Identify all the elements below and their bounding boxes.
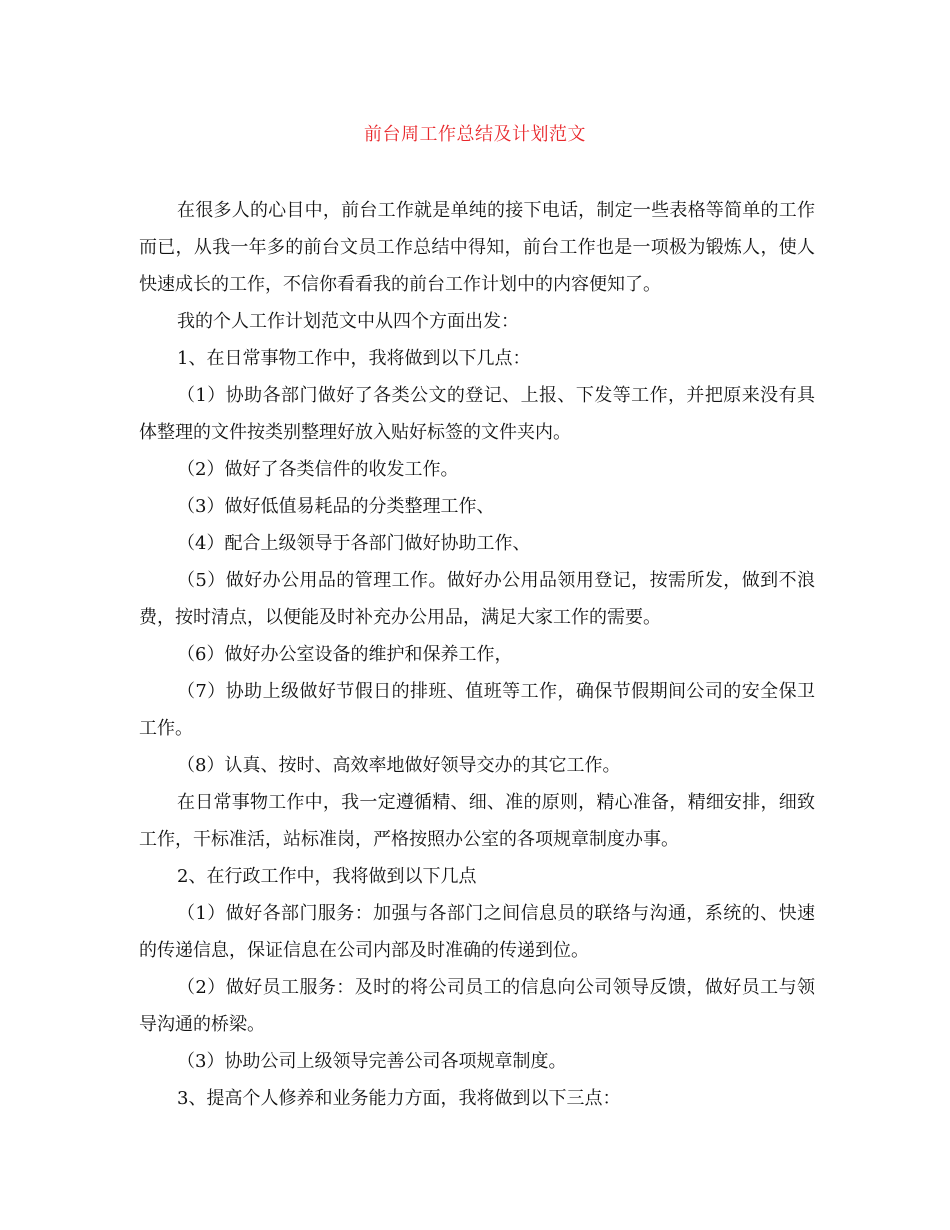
list-item: （5）做好办公用品的管理工作。做好办公用品领用登记，按需所发，做到不浪费，按时清点，以便能及时补充办公用品，满足大家工作的需要。 <box>139 570 815 628</box>
list-item: （4）配合上级领导于各部门做好协助工作、 <box>177 533 531 554</box>
section-heading-2: 2、在行政工作中，我将做到以下几点 <box>177 866 477 887</box>
list-item: （2）做好员工服务：及时的将公司员工的信息向公司领导反馈，做好员工与领导沟通的桥梁。 <box>139 977 815 1035</box>
section-heading-3: 3、提高个人修养和业务能力方面，我将做到以下三点： <box>177 1088 621 1109</box>
paragraph-intro: 在很多人的心目中，前台工作就是单纯的接下电话，制定一些表格等简单的工作而已，从我一年多的前台文员工作总结中得知，前台工作也是一项极为锻炼人，使人快速成长的工作，不信你看看我的前台工作计划中的内容便知了。 <box>139 200 815 295</box>
list-item: （1）做好各部门服务：加强与各部门之间信息员的联络与沟通，系统的、快速的传递信息，保证信息在公司内部及时准确的传递到位。 <box>139 903 815 961</box>
list-item: （3）协助公司上级领导完善公司各项规章制度。 <box>177 1051 567 1072</box>
list-item: （3）做好低值易耗品的分类整理工作、 <box>177 496 495 517</box>
section-heading-1: 1、在日常事物工作中，我将做到以下几点： <box>177 348 531 369</box>
list-item: （1）协助各部门做好了各类公文的登记、上报、下发等工作，并把原来没有具体整理的文件按类别整理好放入贴好标签的文件夹内。 <box>139 385 815 443</box>
list-item: （7）协助上级做好节假日的排班、值班等工作，确保节假期间公司的安全保卫工作。 <box>139 681 815 739</box>
list-item: （6）做好办公室设备的维护和保养工作， <box>177 644 513 665</box>
list-item: （2）做好了各类信件的收发工作。 <box>177 459 459 480</box>
paragraph-overview: 我的个人工作计划范文中从四个方面出发： <box>177 311 519 332</box>
paragraph-summary: 在日常事物工作中，我一定遵循精、细、准的原则，精心准备，精细安排，细致工作，干标准活，站标准岗，严格按照办公室的各项规章制度办事。 <box>139 792 815 850</box>
list-item: （8）认真、按时、高效率地做好领导交办的其它工作。 <box>177 755 621 776</box>
document-body <box>139 192 815 1117</box>
document-title: 前台周工作总结及计划范文 <box>364 124 586 145</box>
